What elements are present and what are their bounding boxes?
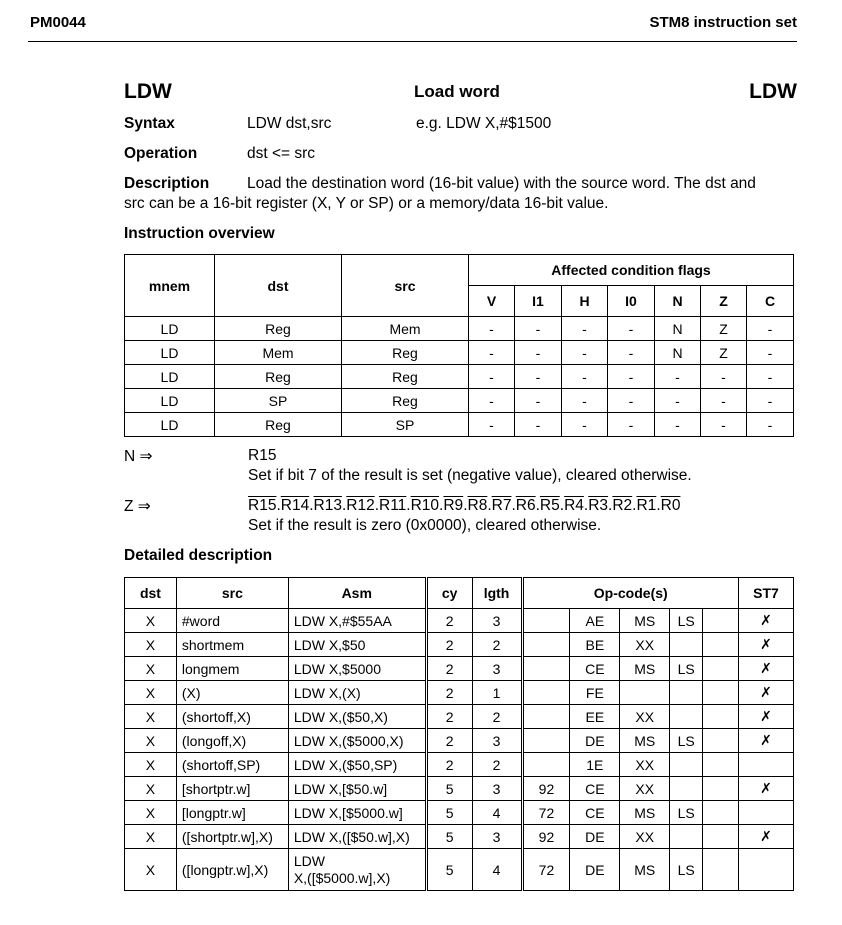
opcode-cell: [620, 681, 670, 705]
and-operator: .: [487, 497, 492, 514]
detailed-row: [125, 825, 794, 849]
dst-cell: X: [125, 753, 177, 777]
instruction-name: Load word: [414, 82, 500, 101]
opcode-cell: DE: [570, 849, 620, 891]
lgth-cell: 3: [472, 777, 522, 801]
flag-c: C: [747, 286, 794, 317]
n-flag-desc: Set if bit 7 of the result is set (negative value), cleared otherwise.: [248, 467, 692, 484]
and-operator: .: [463, 497, 468, 514]
cy-cell: 2: [426, 705, 472, 729]
register-bit: R10: [410, 497, 440, 514]
overview-cell: -: [747, 341, 794, 365]
asm-cell: LDW X,([$50.w],X): [288, 825, 426, 849]
overview-cell: -: [469, 341, 515, 365]
lgth-cell: 3: [472, 657, 522, 681]
opcode-cell: MS: [620, 609, 670, 633]
opcode-cell: [670, 777, 703, 801]
src-cell: #word: [176, 609, 288, 633]
overview-cell: -: [515, 341, 562, 365]
det-col-opcodes: Op-code(s): [522, 578, 739, 609]
st7-cell: [739, 753, 794, 777]
register-bit: R14: [280, 497, 310, 514]
opcode-cell: FE: [570, 681, 620, 705]
asm-line: LDW: [293, 852, 325, 869]
col-dst: dst: [215, 255, 342, 317]
opcode-cell: [670, 825, 703, 849]
opcode-cell: XX: [620, 633, 670, 657]
opcode-cell: [703, 801, 739, 825]
cy-cell: 5: [426, 825, 472, 849]
opcode-cell: DE: [570, 825, 620, 849]
overview-cell: -: [469, 365, 515, 389]
overview-cell: -: [747, 365, 794, 389]
opcode-cell: [670, 681, 703, 705]
flag-i0: I0: [608, 286, 655, 317]
st7-cell: [739, 849, 794, 891]
opcode-cell: XX: [620, 753, 670, 777]
detailed-row: [125, 657, 794, 681]
opcode-cell: LS: [670, 801, 703, 825]
col-flags: Affected condition flags: [469, 255, 794, 286]
operation-text: dst <= src: [247, 145, 316, 162]
mnemonic-left: LDW: [124, 80, 172, 103]
dst-cell: X: [125, 849, 177, 891]
asm-cell: LDW X,($5000,X): [288, 729, 426, 753]
asm-cell: LDW X,$5000: [288, 657, 426, 681]
opcode-cell: [522, 609, 570, 633]
cy-cell: 5: [426, 801, 472, 825]
overview-cell: -: [747, 317, 794, 341]
overview-cell: -: [469, 413, 515, 437]
lgth-cell: 1: [472, 681, 522, 705]
z-flag-desc: Set if the result is zero (0x0000), cleared otherwise.: [248, 517, 602, 534]
dst-cell: X: [125, 825, 177, 849]
overview-row: [125, 413, 794, 437]
dst-cell: X: [125, 609, 177, 633]
opcode-cell: LS: [670, 657, 703, 681]
lgth-cell: 2: [472, 753, 522, 777]
flag-i1: I1: [515, 286, 562, 317]
overview-cell: N: [655, 341, 701, 365]
src-cell: (X): [176, 681, 288, 705]
and-operator: .: [583, 497, 589, 514]
overview-row: [125, 365, 794, 389]
overview-cell: -: [515, 317, 562, 341]
register-bit: R6: [515, 497, 536, 514]
register-bit: R4: [564, 497, 584, 514]
overview-cell: -: [608, 341, 655, 365]
lgth-cell: 4: [472, 849, 522, 891]
opcode-cell: AE: [570, 609, 620, 633]
opcode-cell: [703, 753, 739, 777]
register-bit: R2: [612, 497, 633, 514]
opcode-cell: [670, 705, 703, 729]
overview-title: Instruction overview: [124, 225, 275, 242]
register-bit: R9: [443, 497, 464, 514]
description-line2: src can be a 16-bit register (X, Y or SP) or a memory/data 16-bit value.: [124, 195, 609, 212]
asm-cell: LDW X,$50: [288, 633, 426, 657]
z-flag-expr: [248, 497, 680, 515]
overview-cell: Reg: [342, 365, 469, 389]
detailed-row: [125, 681, 794, 705]
overview-cell: Mem: [215, 341, 342, 365]
overview-table: [124, 254, 794, 437]
cy-cell: 5: [426, 777, 472, 801]
opcode-cell: 72: [522, 801, 570, 825]
and-operator: .: [406, 497, 411, 514]
overview-cell: LD: [125, 317, 215, 341]
overview-cell: Reg: [215, 413, 342, 437]
st7-cell: ✗: [739, 777, 794, 801]
opcode-cell: 92: [522, 825, 570, 849]
opcode-cell: [703, 657, 739, 681]
overview-cell: -: [562, 317, 608, 341]
overview-cell: -: [469, 389, 515, 413]
dst-cell: X: [125, 729, 177, 753]
overview-cell: -: [655, 413, 701, 437]
col-mnem: mnem: [125, 255, 215, 317]
detailed-row: [125, 801, 794, 825]
syntax-example: e.g. LDW X,#$1500: [416, 115, 552, 132]
opcode-cell: [703, 849, 739, 891]
register-bit: R3: [588, 497, 609, 514]
opcode-cell: XX: [620, 705, 670, 729]
src-cell: [longptr.w]: [176, 801, 288, 825]
overview-cell: -: [608, 365, 655, 389]
col-src: src: [342, 255, 469, 317]
overview-cell: Mem: [342, 317, 469, 341]
cy-cell: 2: [426, 633, 472, 657]
opcode-cell: MS: [620, 801, 670, 825]
overview-cell: -: [701, 365, 747, 389]
overview-cell: -: [515, 365, 562, 389]
detailed-title: Detailed description: [124, 547, 273, 564]
overview-cell: -: [747, 389, 794, 413]
src-cell: ([shortptr.w],X): [176, 825, 288, 849]
cy-cell: 2: [426, 657, 472, 681]
flag-z: Z: [701, 286, 747, 317]
cy-cell: 2: [426, 681, 472, 705]
register-bit: R11: [379, 497, 407, 514]
mnemonic-right: LDW: [749, 80, 797, 103]
opcode-cell: 1E: [570, 753, 620, 777]
register-bit: R0: [660, 497, 681, 514]
and-operator: .: [535, 497, 540, 514]
opcode-cell: [703, 681, 739, 705]
opcode-cell: [703, 705, 739, 729]
opcode-cell: 72: [522, 849, 570, 891]
opcode-cell: [522, 753, 570, 777]
opcode-cell: [703, 633, 739, 657]
opcode-cell: CE: [570, 777, 620, 801]
asm-cell: [288, 849, 426, 891]
cy-cell: 5: [426, 849, 472, 891]
overview-cell: -: [608, 389, 655, 413]
detailed-row: [125, 849, 794, 891]
n-flag-expr: R15: [248, 447, 277, 464]
overview-cell: LD: [125, 389, 215, 413]
cy-cell: 2: [426, 609, 472, 633]
st7-cell: ✗: [739, 657, 794, 681]
n-flag-label: N ⇒: [124, 448, 153, 465]
and-operator: .: [276, 497, 281, 514]
overview-cell: -: [655, 389, 701, 413]
and-operator: .: [309, 497, 314, 514]
overview-cell: -: [469, 317, 515, 341]
dst-cell: X: [125, 681, 177, 705]
src-cell: (shortoff,SP): [176, 753, 288, 777]
src-cell: ([longptr.w],X): [176, 849, 288, 891]
opcode-cell: [670, 633, 703, 657]
and-operator: .: [632, 497, 637, 514]
dst-cell: X: [125, 657, 177, 681]
register-bit: R12: [346, 497, 375, 514]
opcode-cell: [522, 705, 570, 729]
opcode-cell: CE: [570, 801, 620, 825]
overview-cell: Reg: [342, 341, 469, 365]
opcode-cell: BE: [570, 633, 620, 657]
detailed-row: [125, 729, 794, 753]
detailed-row: [125, 633, 794, 657]
st7-cell: ✗: [739, 609, 794, 633]
lgth-cell: 3: [472, 609, 522, 633]
description-label: Description: [124, 175, 210, 192]
src-cell: longmem: [176, 657, 288, 681]
opcode-cell: DE: [570, 729, 620, 753]
opcode-cell: [522, 633, 570, 657]
section-title: STM8 instruction set: [649, 14, 797, 31]
src-cell: [shortptr.w]: [176, 777, 288, 801]
opcode-cell: XX: [620, 825, 670, 849]
syntax-form: LDW dst,src: [247, 115, 332, 132]
overview-row: [125, 389, 794, 413]
dst-cell: X: [125, 801, 177, 825]
overview-cell: SP: [215, 389, 342, 413]
opcode-cell: CE: [570, 657, 620, 681]
opcode-cell: [703, 729, 739, 753]
st7-cell: ✗: [739, 681, 794, 705]
register-bit: R5: [539, 497, 560, 514]
asm-cell: LDW X,($50,X): [288, 705, 426, 729]
st7-cell: ✗: [739, 705, 794, 729]
flag-h: H: [562, 286, 608, 317]
st7-cell: ✗: [739, 825, 794, 849]
overview-cell: -: [747, 413, 794, 437]
src-cell: shortmem: [176, 633, 288, 657]
lgth-cell: 2: [472, 633, 522, 657]
and-operator: .: [511, 497, 516, 514]
cy-cell: 2: [426, 729, 472, 753]
overview-cell: -: [608, 413, 655, 437]
src-cell: (shortoff,X): [176, 705, 288, 729]
overview-cell: -: [655, 365, 701, 389]
overview-cell: Reg: [215, 365, 342, 389]
det-col-st7: ST7: [739, 578, 794, 609]
dst-cell: X: [125, 633, 177, 657]
asm-cell: LDW X,#$55AA: [288, 609, 426, 633]
and-operator: .: [608, 497, 613, 514]
overview-row: [125, 341, 794, 365]
opcode-cell: [522, 681, 570, 705]
detailed-row: [125, 753, 794, 777]
opcode-cell: [670, 753, 703, 777]
opcode-cell: LS: [670, 849, 703, 891]
register-bit: R13: [313, 497, 342, 514]
opcode-cell: [703, 777, 739, 801]
opcode-cell: MS: [620, 849, 670, 891]
overview-cell: Reg: [342, 389, 469, 413]
and-operator: .: [656, 497, 661, 514]
det-col-dst: dst: [125, 578, 177, 609]
overview-cell: -: [701, 413, 747, 437]
overview-cell: -: [515, 413, 562, 437]
asm-cell: LDW X,($50,SP): [288, 753, 426, 777]
det-col-src: src: [176, 578, 288, 609]
overview-cell: -: [608, 317, 655, 341]
overview-cell: -: [701, 389, 747, 413]
opcode-cell: [703, 609, 739, 633]
opcode-cell: EE: [570, 705, 620, 729]
and-operator: .: [439, 497, 444, 514]
opcode-cell: MS: [620, 657, 670, 681]
overview-cell: -: [515, 389, 562, 413]
and-operator: .: [341, 497, 347, 514]
overview-cell: Reg: [215, 317, 342, 341]
overview-cell: LD: [125, 413, 215, 437]
lgth-cell: 4: [472, 801, 522, 825]
opcode-cell: MS: [620, 729, 670, 753]
flag-v: V: [469, 286, 515, 317]
overview-cell: -: [562, 365, 608, 389]
flag-n: N: [655, 286, 701, 317]
det-col-lgth: lgth: [472, 578, 522, 609]
z-flag-label: Z ⇒: [124, 498, 151, 515]
register-bit: R8: [467, 497, 488, 514]
asm-line: X,([$5000.w],X): [293, 869, 391, 886]
opcode-cell: LS: [670, 729, 703, 753]
detailed-row: [125, 705, 794, 729]
overview-cell: N: [655, 317, 701, 341]
det-col-asm: Asm: [288, 578, 426, 609]
dst-cell: X: [125, 705, 177, 729]
st7-cell: ✗: [739, 729, 794, 753]
syntax-label: Syntax: [124, 115, 175, 132]
register-bit: R7: [491, 497, 512, 514]
asm-cell: LDW X,[$50.w]: [288, 777, 426, 801]
opcode-cell: [703, 825, 739, 849]
opcode-cell: XX: [620, 777, 670, 801]
overview-cell: -: [562, 413, 608, 437]
and-operator: .: [374, 497, 379, 514]
overview-row: [125, 317, 794, 341]
overview-cell: SP: [342, 413, 469, 437]
overview-cell: LD: [125, 341, 215, 365]
lgth-cell: 2: [472, 705, 522, 729]
cy-cell: 2: [426, 753, 472, 777]
detailed-table: [124, 577, 794, 891]
overview-cell: Z: [701, 341, 747, 365]
asm-cell: LDW X,[$5000.w]: [288, 801, 426, 825]
asm-cell: LDW X,(X): [288, 681, 426, 705]
opcode-cell: [522, 729, 570, 753]
st7-cell: ✗: [739, 633, 794, 657]
opcode-cell: 92: [522, 777, 570, 801]
overview-cell: -: [562, 341, 608, 365]
register-bit: R1: [636, 497, 657, 514]
det-col-cy: cy: [426, 578, 472, 609]
overview-cell: LD: [125, 365, 215, 389]
src-cell: (longoff,X): [176, 729, 288, 753]
lgth-cell: 3: [472, 825, 522, 849]
description-line1: Load the destination word (16-bit value) with the source word. The dst and: [247, 175, 756, 192]
lgth-cell: 3: [472, 729, 522, 753]
operation-label: Operation: [124, 145, 198, 162]
detailed-row: [125, 609, 794, 633]
st7-cell: [739, 801, 794, 825]
and-operator: .: [559, 497, 565, 514]
detailed-row: [125, 777, 794, 801]
doc-id: PM0044: [30, 14, 86, 31]
dst-cell: X: [125, 777, 177, 801]
overview-cell: -: [562, 389, 608, 413]
opcode-cell: [522, 657, 570, 681]
register-bit: R15: [248, 497, 277, 514]
header-rule: [28, 41, 797, 42]
overview-cell: Z: [701, 317, 747, 341]
opcode-cell: LS: [670, 609, 703, 633]
